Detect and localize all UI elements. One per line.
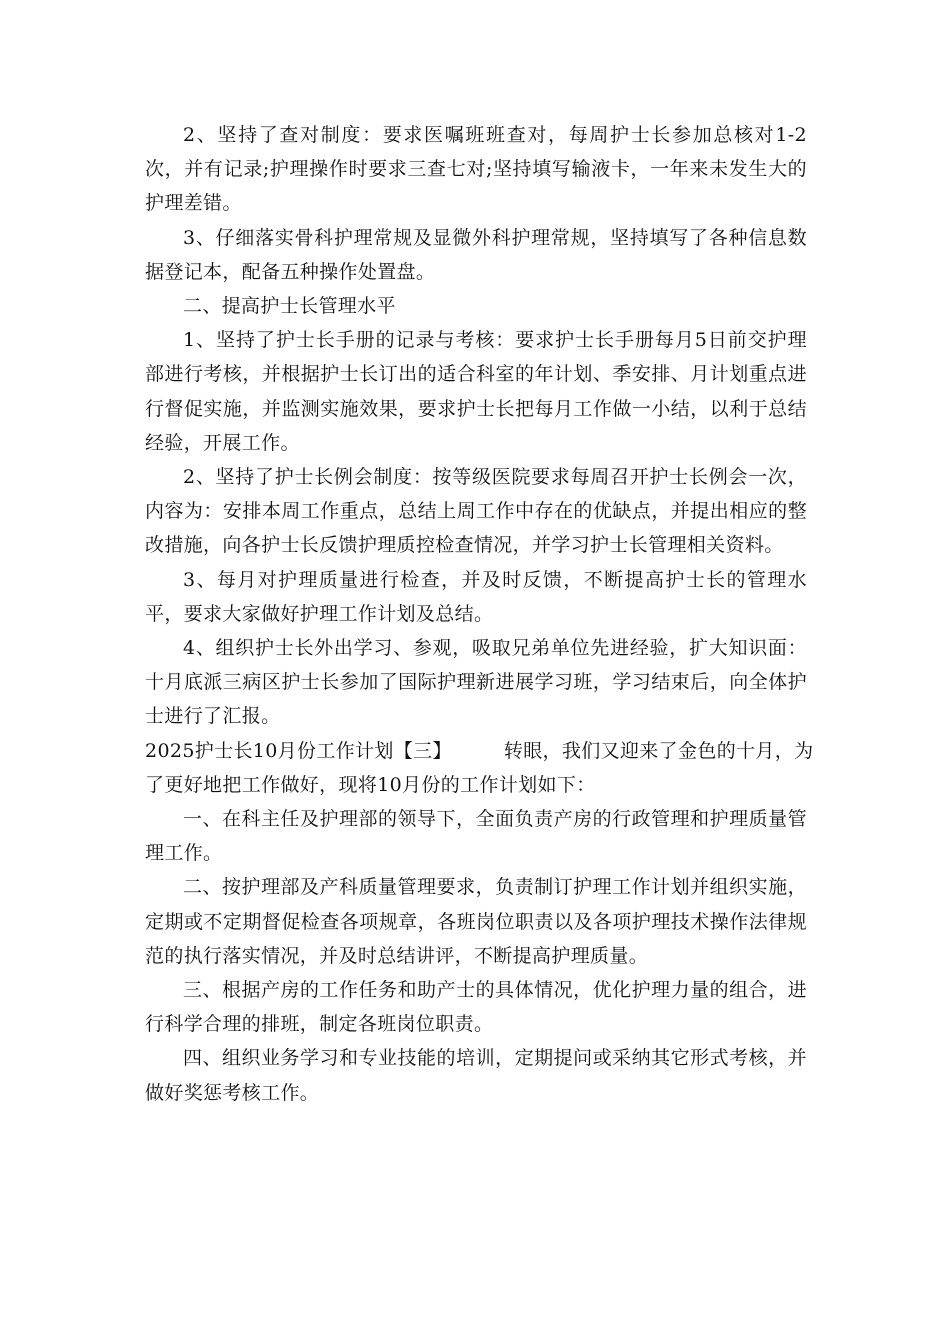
paragraph-study-visits: 4、组织护士长外出学习、参观，吸取兄弟单位先进经验，扩大知识面：十月底派三病区护士长参加了国际护理新进展学习班，学习结束后，向全体护士进行了汇报。 (145, 637, 807, 728)
section-intro-first: 转眼，我们又迎来了金色的十月，为 (503, 739, 814, 762)
paragraph-head-nurse-handbook: 1、坚持了护士长手册的记录与考核：要求护士长手册每月5日前交护理部进行考核，并根据护士长订出的适合科室的年计划、季安排、月计划重点进行督促实施，并监测实施效果，要求护士长把每月工作做一小结，以利于总结经验，开展工作。 (145, 329, 807, 454)
plan-item-3: 三、根据产房的工作任务和助产士的具体情况，优化护理力量的组合，进行科学合理的排班，制定各班岗位职责。 (145, 979, 807, 1036)
paragraph-regular-meeting: 2、坚持了护士长例会制度：按等级医院要求每周召开护士长例会一次，内容为：安排本周工作重点，总结上周工作中存在的优缺点，并提出相应的整改措施，向各护士长反馈护理质控检查情况，并学习护士长管理相关资料。 (145, 466, 807, 557)
paragraph-monthly-inspection: 3、每月对护理质量进行检查，并及时反馈，不断提高护士长的管理水平，要求大家做好护理工作计划及总结。 (145, 568, 807, 625)
section-heading: 2025护士长10月份工作计划【三】 (145, 739, 452, 762)
plan-item-4: 四、组织业务学习和专业技能的培训，定期提问或采纳其它形式考核，并做好奖惩考核工作。 (145, 1047, 807, 1104)
section-intro-rest: 了更好地把工作做好，现将10月份的工作计划如下： (145, 773, 596, 796)
paragraph-orthopedic-routine: 3、仔细落实骨科护理常规及显微外科护理常规，坚持填写了各种信息数据登记本，配备五种操作处置盘。 (145, 226, 807, 283)
paragraph-check-system: 2、坚持了查对制度：要求医嘱班班查对，每周护士长参加总核对1-2次，并有记录;护理操作时要求三查七对;坚持填写输液卡，一年来未发生大的护理差错。 (145, 124, 807, 215)
section-heading-line (145, 734, 814, 768)
plan-item-2: 二、按护理部及产科质量管理要求，负责制订护理工作计划并组织实施，定期或不定期督促检查各项规章，各班岗位职责以及各项护理技术操作法律规范的执行落实情况，并及时总结讲评，不断提高护理质量。 (145, 876, 807, 967)
document-body (145, 118, 814, 1110)
subheading-management-level: 二、提高护士长管理水平 (183, 295, 396, 318)
plan-item-1: 一、在科主任及护理部的领导下，全面负责产房的行政管理和护理质量管理工作。 (145, 808, 807, 865)
